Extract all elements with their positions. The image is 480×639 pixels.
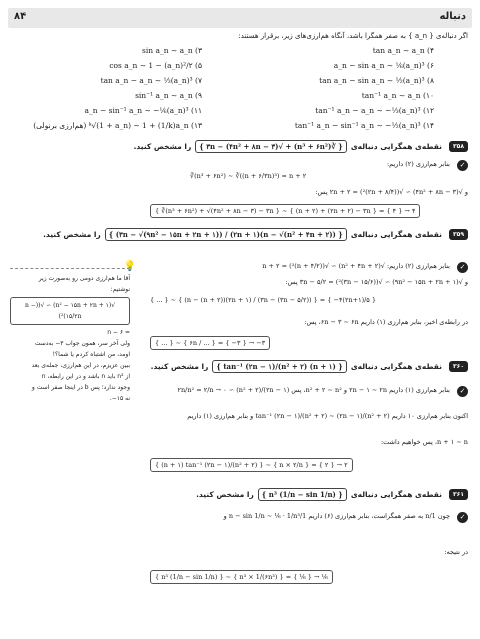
problem-suffix: را مشخص کنید. — [133, 142, 192, 151]
equivalence-item: ۷) tan a_n − a_n ∼ ⅓(a_n)³ — [100, 76, 202, 85]
equivalence-item: ۱۱) a_n − sin⁻¹ a_n ∼ −⅙(a_n)³ — [84, 106, 202, 115]
check-icon: ✓ — [457, 160, 468, 171]
problem-heading — [196, 488, 468, 501]
sequence-expression: { n³ (1/n − sin 1/n) } — [258, 488, 347, 501]
solution-line: اکنون بنابر هم‌ارزی ۱۰ داریم tan⁻¹ (۲n − ۱)/(n² + ۲) ∼ (۲n − ۱)/(n² + ۲) و بنابر هم‌ارزی (۱) داریم — [187, 412, 468, 420]
note-line: نه ۱۵−. — [109, 395, 130, 402]
equivalence-item: ۳) sin a_n ∼ a_n — [142, 46, 202, 55]
equivalence-item: ۶) a_n − sin a_n ∼ ⅙(a_n)³ — [333, 61, 434, 70]
solution-line: بنابر هم‌ارزی (۲) داریم: — [386, 160, 450, 168]
solution-line: ∛(n³ + ۶n²) ∼ ∛((n + ۶/۳n)³) = n + ۲ — [190, 172, 307, 180]
note-line: اومد، من اشتباه کردم یا شما؟! — [52, 351, 130, 358]
problem-prompt: نقطه‌ی همگرایی دنباله‌ی — [350, 230, 442, 239]
solution-line: چون 1/n به صفر همگراست، بنابر هم‌ارزی (۶) داریم 1/n − sin 1/n ∼ ⅙ · 1/n³ و — [223, 512, 450, 520]
note-formula: √(n² − ۱۵n + ۲n + ۱) ∼ √((n − ۱۵/۲n)²) — [10, 297, 130, 325]
problem-number: ۳۶۰ — [449, 361, 468, 372]
equivalence-item: ۱۴) tan⁻¹ a_n − sin⁻¹ a_n ∼ −½(a_n)³ — [294, 121, 434, 130]
problem-number: ۳۵۹ — [449, 229, 468, 240]
problem-prompt: نقطه‌ی همگرایی دنباله‌ی — [350, 490, 442, 499]
note-line: آقا ما هم‌ارزی دومی رو به‌صورت زیر — [38, 275, 130, 282]
problem-suffix: را مشخص کنید. — [150, 362, 209, 371]
equivalence-item: ۴) tan a_n ∼ a_n — [372, 46, 434, 55]
problem-number: ۳۶۱ — [449, 489, 468, 500]
answer-box: { n³ (1/n − sin 1/n) } ∼ { n³ × 1/(۶n³) } = { ⅙ } → ⅙ — [150, 570, 333, 584]
note-line: ولی آخر سر، همون جواب ۳− به‌دست — [34, 340, 130, 347]
solution-line: بنابر هم‌ارزی (۲) داریم: √(n² + ۴n + ۲) ∼ √((n + ۴/۲)²) = n + ۲ — [262, 262, 450, 270]
equivalence-item: ۱۳) ᵏ√(1 + a_n) ∼ 1 + (1/k)a_n (هم‌ارزی برنولی) — [33, 121, 202, 130]
check-icon: ✓ — [457, 512, 468, 523]
equivalence-item: ۸) tan a_n − sin a_n ∼ ½(a_n)³ — [319, 76, 434, 85]
answer-box: { ∛(n³ + ۶n²) + √(۴n² + ۸n − ۳) − ۳n } ∼ { (n + ۲) + (۲n + ۲) − ۳n } = { ۴ } → ۴ — [150, 204, 420, 218]
problem-number: ۳۵۸ — [449, 141, 468, 152]
problem-prompt: نقطه‌ی همگرایی دنباله‌ی — [350, 362, 442, 371]
problem-heading — [134, 140, 468, 153]
equivalence-item: ۵) cos a_n ∼ 1 − (a_n)²/۲ — [109, 61, 202, 70]
equivalence-item: ۱۰) tan⁻¹ a_n ∼ a_n — [361, 91, 434, 100]
solution-line: و √(۹n² − ۱۵n + ۲n + ۱) ∼ √((۳n − ۱۵/۶)²) = ۳n − ۵/۲ پس: — [285, 278, 468, 286]
note-line: از n² باید n باشد و در این رابطه، n — [41, 373, 130, 380]
lightbulb-icon: 💡 — [123, 261, 136, 272]
chapter-title: دنباله — [439, 11, 466, 22]
equivalence-item: ۱۲) tan⁻¹ a_n − a_n ∼ −⅓(a_n)³ — [315, 106, 434, 115]
problem-heading — [43, 228, 468, 241]
sequence-expression: { ∛(n³ + ۶n²) + √(۴n² + ۸n − ۳) − ۳n } — [195, 140, 347, 153]
answer-box: { (n + ۱) tan⁻¹ (۲n − ۱)/(n² + ۲) } ∼ { n × ۲/n } = { ۲ } → ۲ — [150, 458, 353, 472]
note-line: وجود ندارد؛ پس b در اینجا صفر است و — [31, 384, 130, 391]
note-line: = n − ۶ — [107, 329, 130, 336]
note-line: ببین عزیزم، در این هم‌ارزی، جمله‌ی بعد — [31, 362, 130, 369]
page-number: ۸۴ — [14, 11, 27, 22]
problem-prompt: نقطه‌ی همگرایی دنباله‌ی — [350, 142, 442, 151]
solution-line: در رابطه‌ی اخیر، بنابر هم‌ارزی (۱) داریم ۶n − ۳ ∼ ۶n، پس: — [304, 318, 468, 326]
problem-suffix: را مشخص کنید. — [196, 490, 254, 499]
intro-text: اگر دنباله‌ی { a_n } به صفر همگرا باشد، آنگاه هم‌ارزی‌های زیر، برقرار هستند: — [238, 32, 468, 40]
answer-box: { ... } ∼ { ۶n / ... } = { −۳ } → −۳ — [150, 336, 270, 350]
solution-line: و √(۴n² + ۸n − ۳) ∼ √((۲n + ۸/۴)²) = ۲n + ۲ پس: — [315, 188, 468, 196]
check-icon: ✓ — [457, 386, 468, 397]
header-bar — [8, 8, 472, 28]
solution-line: { ... } ∼ { (n − (n + ۲))(۲n + ۱) / (۳n − (۳n − ۵/۲)) } = { −۴(۲n+۱)/۵ } — [150, 296, 377, 304]
sequence-expression: { (n + ۱) tan⁻¹ (۲n − ۱)/(n² + ۲) } — [212, 360, 346, 373]
solution-line: n + ۱ ∼ n، پس خواهیم داشت: — [380, 438, 468, 446]
sequence-expression: { (n − √(n² + ۴n + ۲))(۲n + ۱) / (۳n − √(۹n² − ۱۵n + ۲n + ۱)) } — [105, 228, 347, 241]
problem-heading — [151, 360, 468, 373]
note-line: نوشتیم: — [110, 286, 130, 293]
solution-line: در نتیجه: — [444, 548, 468, 556]
problem-suffix: را مشخص کنید. — [43, 230, 101, 239]
solution-line: بنابر هم‌ارزی (۱) داریم ۲n − ۱ ∼ ۲n و n² + ۲ ∼ n²، پس (۲n − ۱)/(n² + ۲) ∼ ۲n/n² = ۲/n → ۰ — [177, 386, 450, 394]
check-icon: ✓ — [457, 262, 468, 273]
sidebar-note — [10, 261, 136, 404]
page-header — [8, 8, 472, 28]
equivalence-list — [30, 46, 450, 136]
equivalence-item: ۹) sin⁻¹ a_n ∼ a_n — [135, 91, 202, 100]
